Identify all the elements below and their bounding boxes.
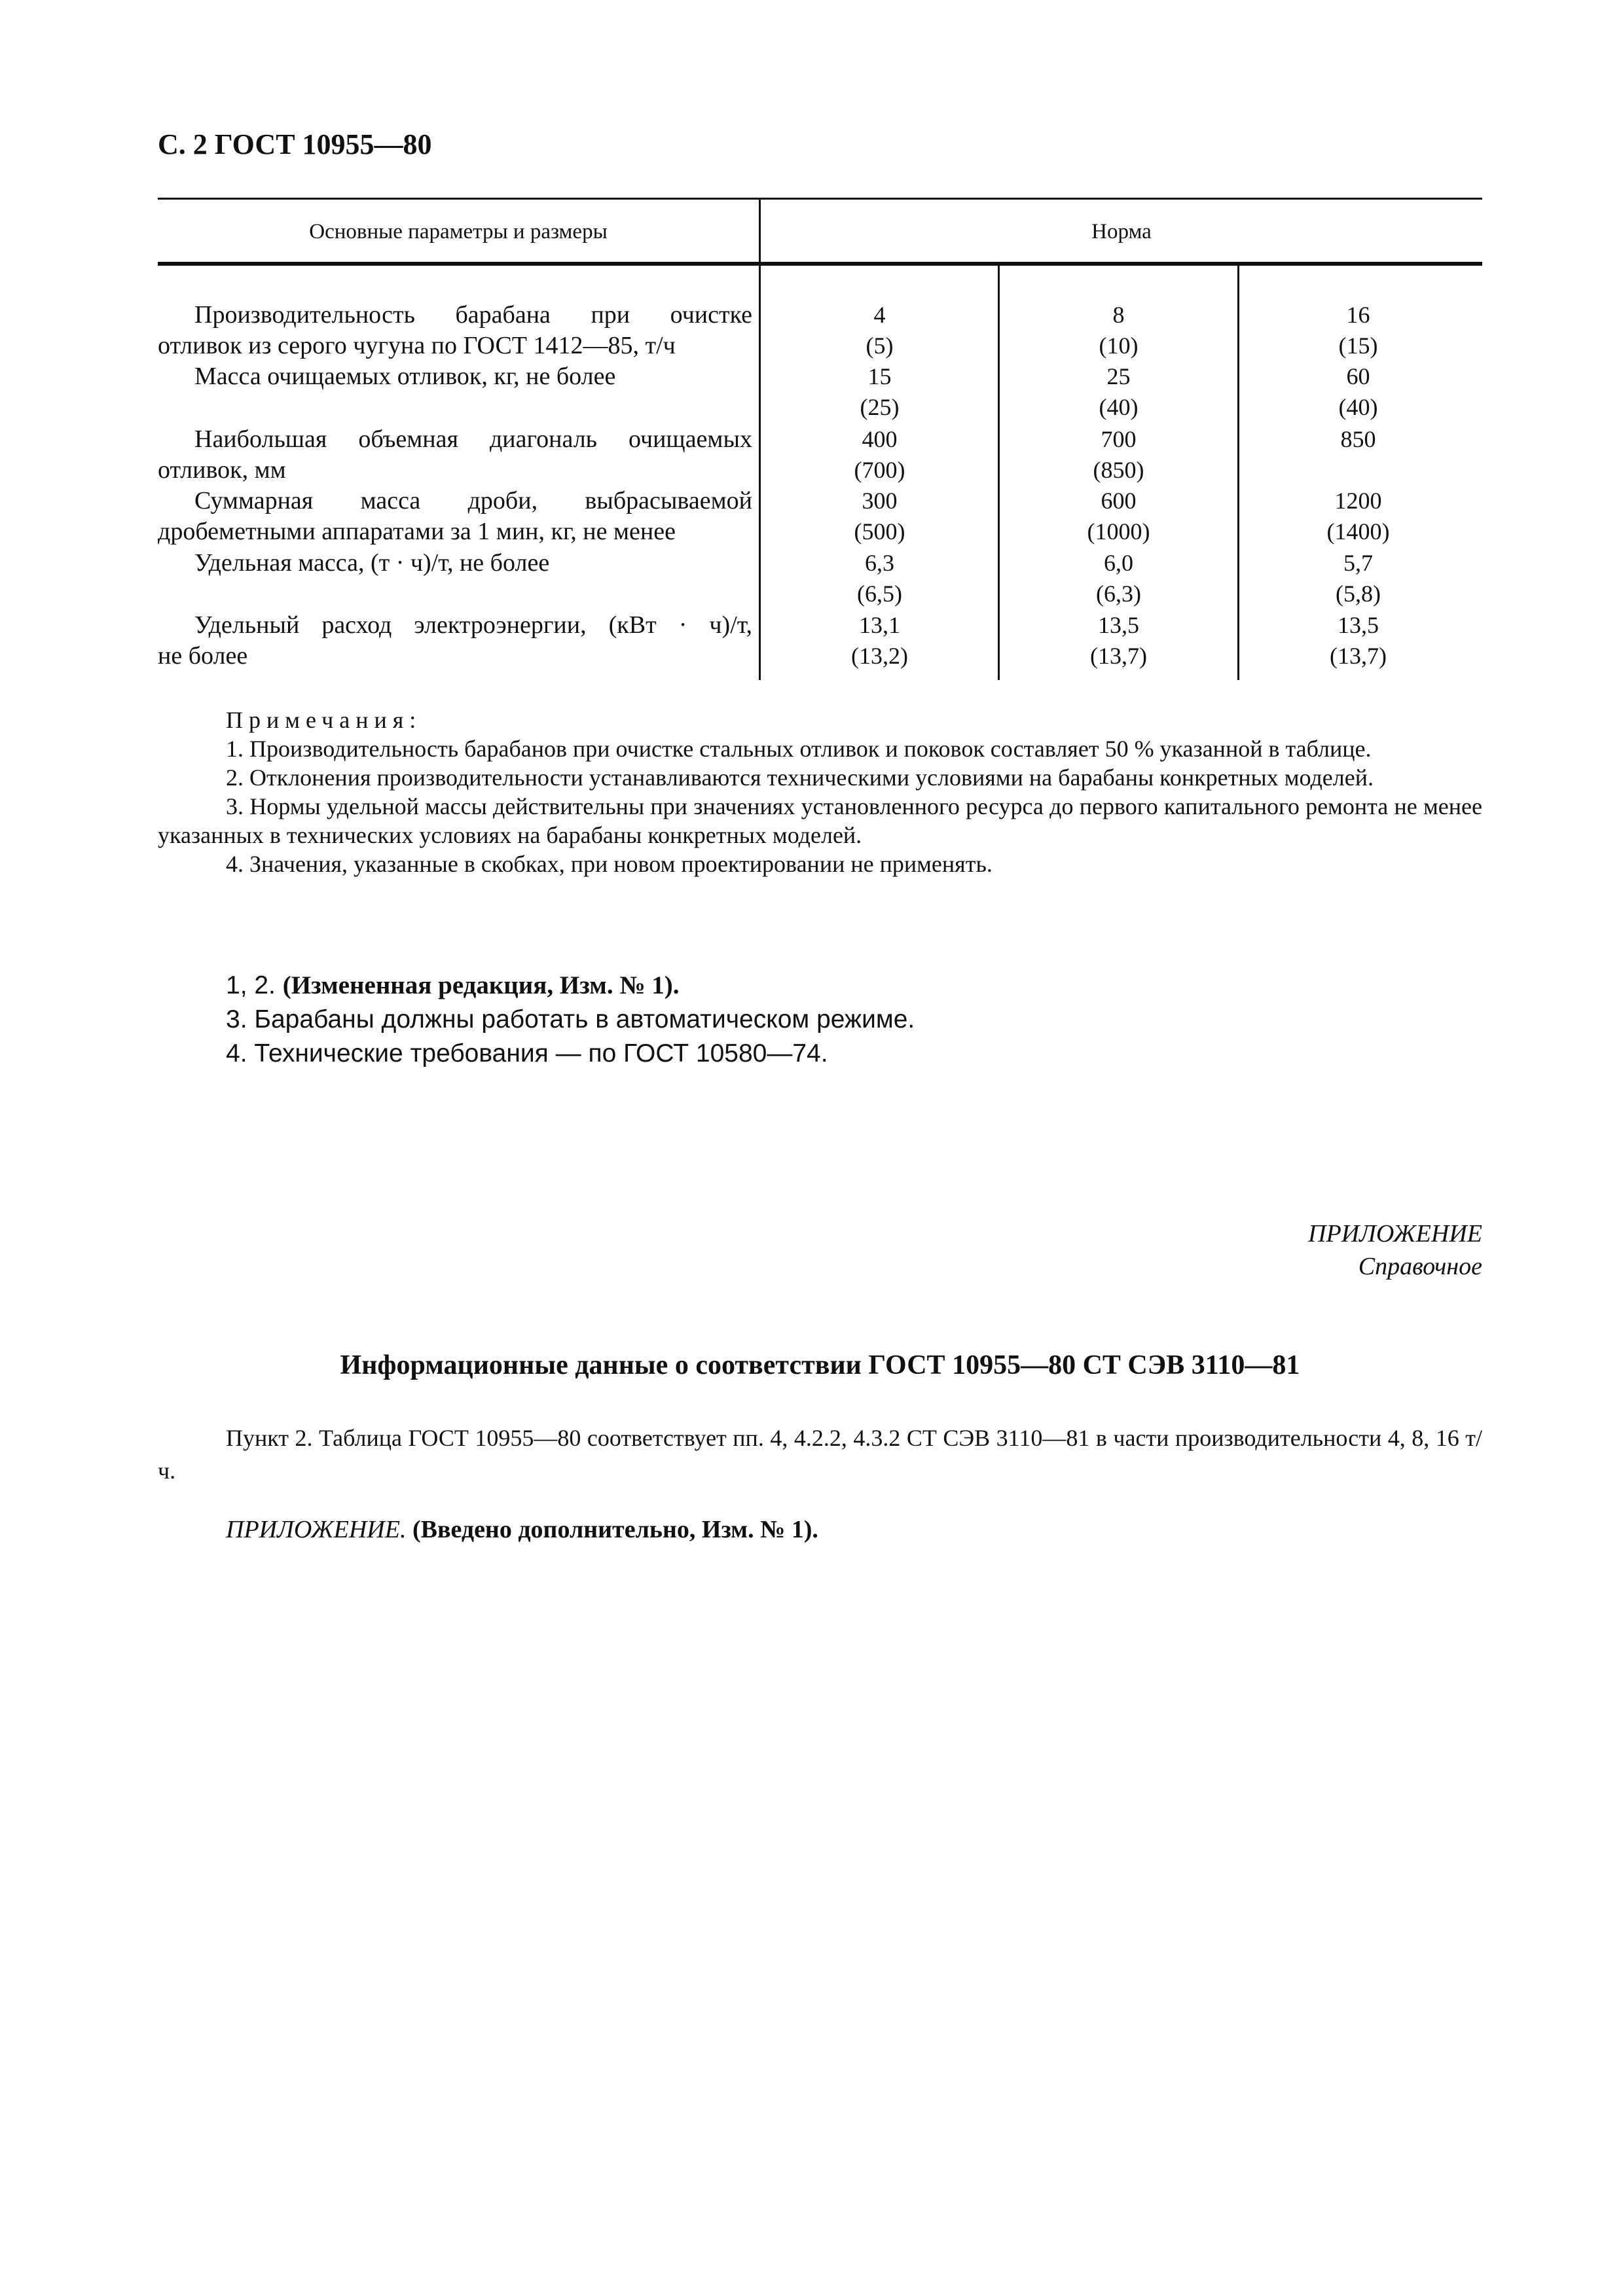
- cell-value-legacy: (5,8): [1336, 581, 1381, 607]
- cell-value: 13,5: [1098, 612, 1139, 638]
- row-label: [158, 424, 752, 486]
- appendix-text: Пункт 2. Таблица ГОСТ 10955—80 соответствует пп. 4, 4.2.2, 4.3.2 СТ СЭВ 3110—81 в части производительности 4, 8, 16 т/ч.: [158, 1425, 1482, 1484]
- cell-value: 600: [1101, 488, 1137, 514]
- row-label: [158, 300, 752, 361]
- table-cell: [1000, 548, 1237, 609]
- cell-value: 15: [867, 363, 892, 389]
- note-item: 4. Значения, указанные в скобках, при новом проектировании не применять.: [226, 851, 993, 877]
- column-header-parameters: Основные параметры и размеры: [309, 220, 608, 243]
- table-header-rule: [158, 262, 1482, 266]
- note-item: 1. Производительность барабанов при очистке стальных отливок и поковок составляет 50 % указанной в таблице.: [226, 736, 1372, 762]
- appendix-footer: [226, 1515, 818, 1544]
- clause-1-2-amendment: (Измененная редакция, Изм. № 1).: [282, 971, 680, 999]
- clause-1-2: [158, 969, 1482, 1003]
- cell-value: 16: [1346, 302, 1370, 328]
- cell-value-legacy: (13,7): [1330, 643, 1387, 669]
- appendix-label: [1308, 1217, 1482, 1283]
- notes-title: Примечания:: [226, 707, 422, 733]
- cell-value-legacy: (6,5): [857, 581, 902, 607]
- cell-value-legacy: (850): [1093, 457, 1144, 483]
- cell-value: 1200: [1334, 488, 1382, 514]
- clause-1-2-number: 1, 2.: [226, 971, 276, 999]
- cell-value: 700: [1101, 426, 1137, 452]
- cell-value: 4: [873, 302, 886, 328]
- notes: [158, 706, 1482, 878]
- row-label-line: Производительность барабана при очистке: [194, 301, 752, 329]
- cell-value: 60: [1346, 363, 1370, 389]
- clause-4: 4. Технические требования — по ГОСТ 10580—74.: [226, 1039, 828, 1067]
- table-cell: [1239, 361, 1477, 423]
- table-cell: [1239, 548, 1477, 609]
- row-label-line: дробеметными аппаратами за 1 мин, кг, не менее: [158, 518, 676, 545]
- cell-value-legacy: (40): [1338, 394, 1378, 420]
- page-header: С. 2 ГОСТ 10955—80: [158, 128, 432, 160]
- cell-value-legacy: (25): [860, 394, 900, 420]
- cell-value-legacy: (13,7): [1090, 643, 1147, 669]
- clause-3: 3. Барабаны должны работать в автоматическом режиме.: [226, 1005, 915, 1033]
- row-label-line: Масса очищаемых отливок, кг, не более: [194, 363, 616, 390]
- cell-value-legacy: (10): [1099, 332, 1139, 359]
- row-label-line: Суммарная масса дроби, выбрасываемой: [194, 487, 752, 514]
- table-top-rule: [158, 198, 1482, 200]
- cell-value: 5,7: [1343, 550, 1373, 576]
- appendix-heading: Информационные данные о соответствии ГОСТ 10955—80 СТ СЭВ 3110—81: [340, 1350, 1300, 1380]
- cell-value: 400: [862, 426, 898, 452]
- note-item: 3. Нормы удельной массы действительны при значениях установленного ресурса до первого капитального ремонта не менее указанных в технических условиях на барабаны конкретных моделей.: [158, 793, 1482, 848]
- note-item: 2. Отклонения производительности устанавливаются техническими условиями на барабаны конкретных моделей.: [226, 764, 1374, 791]
- row-label: [158, 486, 752, 547]
- table-cell: [761, 548, 998, 609]
- cell-value: 13,5: [1338, 612, 1379, 638]
- row-label: [158, 361, 752, 392]
- cell-value: 6,0: [1104, 550, 1133, 576]
- row-label-line: Удельная масса, (т · ч)/т, не более: [194, 549, 550, 577]
- table-cell: [1239, 424, 1477, 486]
- row-label: [158, 548, 752, 579]
- cell-value-legacy: (13,2): [851, 643, 908, 669]
- row-label-line: отливок из серого чугуна по ГОСТ 1412—85, т/ч: [158, 332, 676, 359]
- cell-value-legacy: (1000): [1087, 518, 1150, 545]
- cell-value-legacy: (40): [1099, 394, 1139, 420]
- row-label-line: Удельный расход электроэнергии, (кВт · ч)/т,: [194, 611, 752, 639]
- table-cell: [761, 610, 998, 672]
- cell-value-legacy: [1239, 455, 1477, 486]
- cell-value: 25: [1106, 363, 1131, 389]
- appendix-footer-amendment: (Введено дополнительно, Изм. № 1).: [412, 1516, 818, 1543]
- cell-value-legacy: (1400): [1326, 518, 1390, 545]
- cell-value-legacy: (15): [1338, 332, 1378, 359]
- parameters-table: [158, 198, 1482, 682]
- table-cell: [1239, 610, 1477, 672]
- table-cell: [1000, 300, 1237, 361]
- row-label-line: не более: [158, 642, 248, 670]
- row-label-line: отливок, мм: [158, 456, 286, 484]
- cell-value: 8: [1112, 302, 1125, 328]
- appendix-footer-label: ПРИЛОЖЕНИЕ.: [226, 1516, 407, 1543]
- cell-value: 6,3: [865, 550, 894, 576]
- table-cell: [1239, 486, 1477, 547]
- column-header-norm: Норма: [1091, 220, 1152, 243]
- appendix-reference-label: Справочное: [1358, 1253, 1482, 1280]
- cell-value-legacy: (500): [854, 518, 905, 545]
- cell-value: 13,1: [859, 612, 900, 638]
- row-label: [158, 610, 752, 672]
- cell-value-legacy: (5): [866, 332, 894, 359]
- table-cell: [1000, 486, 1237, 547]
- cell-value-legacy: (700): [854, 457, 905, 483]
- table-cell: [761, 424, 998, 486]
- table-cell: [761, 486, 998, 547]
- table-cell: [1000, 424, 1237, 486]
- table-cell: [1000, 610, 1237, 672]
- table-cell: [1000, 361, 1237, 423]
- row-label-line: Наибольшая объемная диагональ очищаемых: [194, 425, 752, 453]
- table-cell: [1239, 300, 1477, 361]
- cell-value: 300: [862, 488, 898, 514]
- table-cell: [761, 361, 998, 423]
- appendix-title-label: ПРИЛОЖЕНИЕ: [1308, 1220, 1482, 1247]
- cell-value-legacy: (6,3): [1096, 581, 1141, 607]
- cell-value: 850: [1340, 426, 1376, 452]
- clauses: [158, 969, 1482, 1071]
- table-cell: [761, 300, 998, 361]
